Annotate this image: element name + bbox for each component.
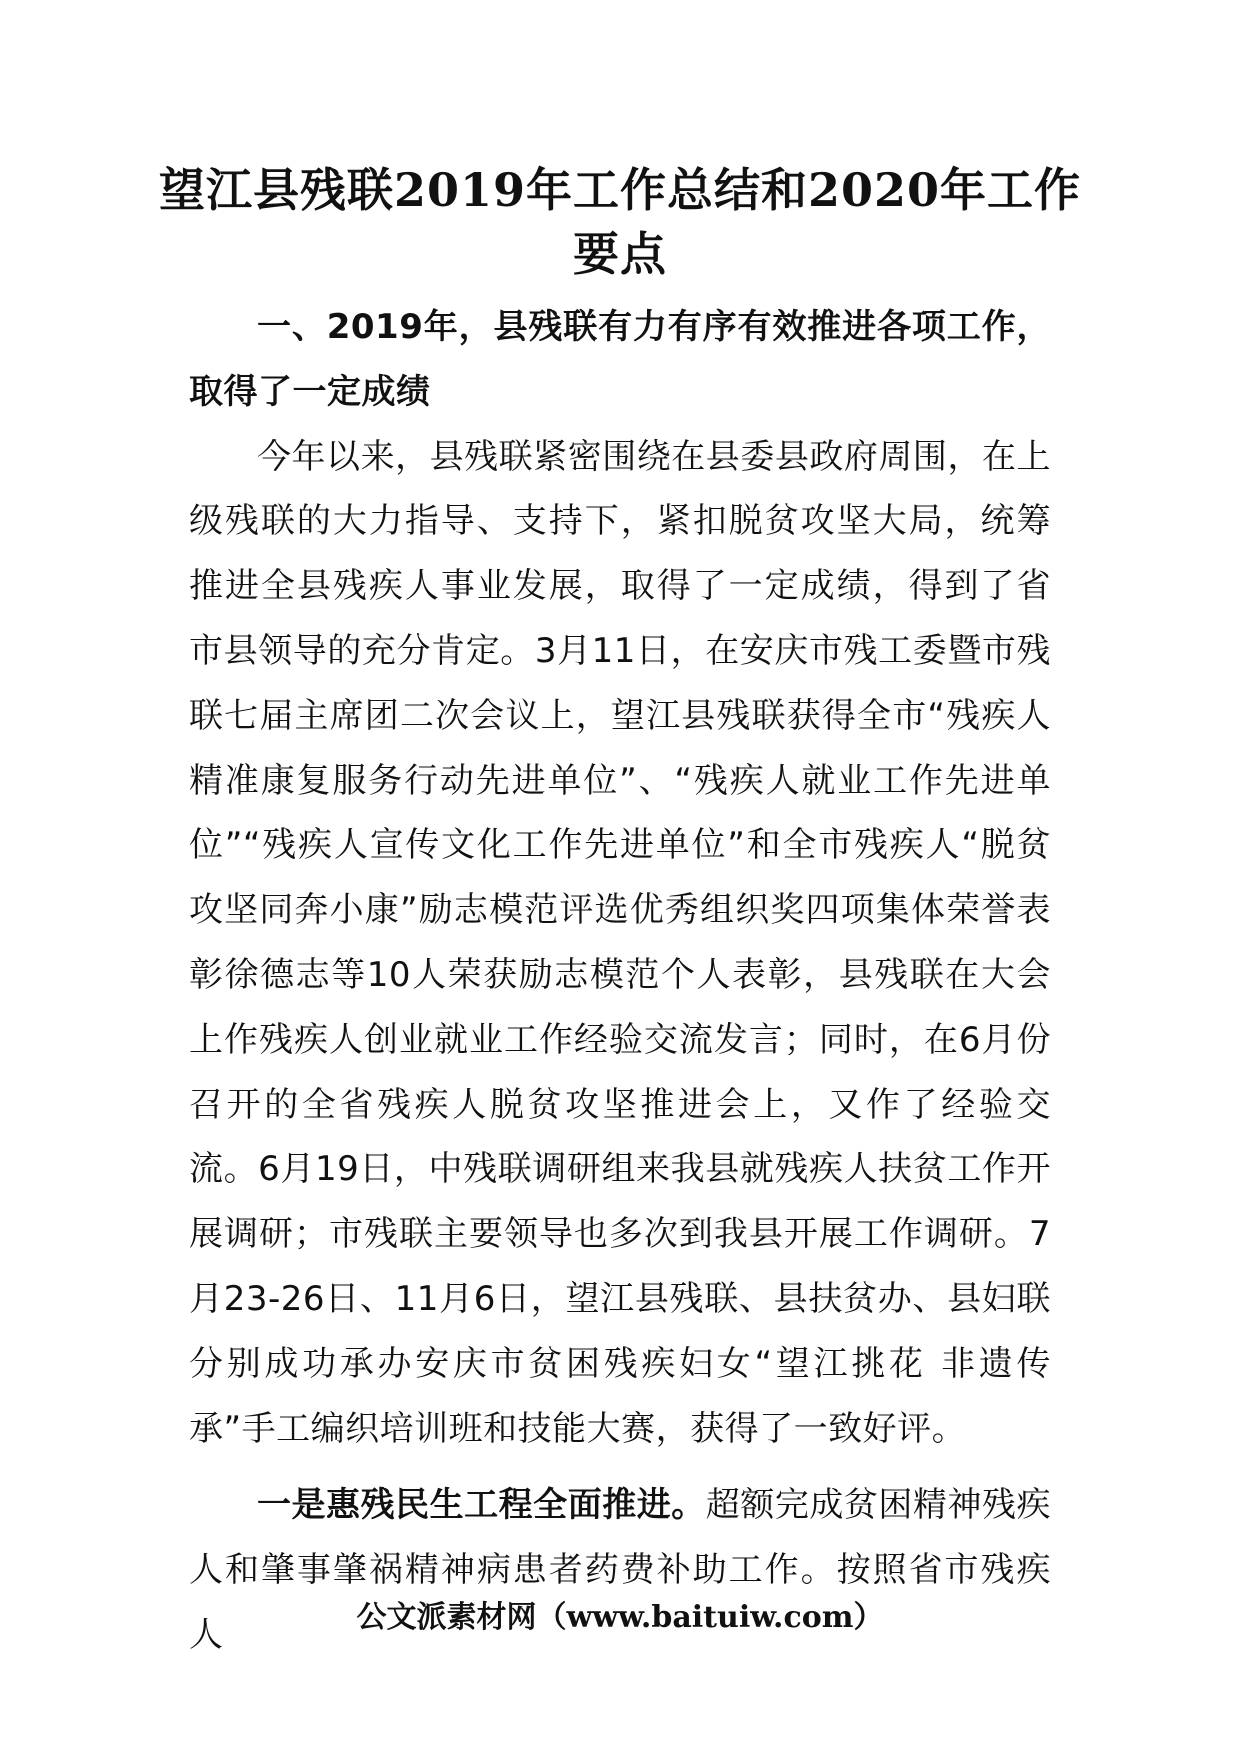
paragraph-continuation: 超额完成贫困精神残疾人和肇事肇祸精神病患者药费补助工作。按照省市残疾人 [189,1485,1052,1655]
document-title: 望江县残联2019年工作总结和2020年工作要点 [158,163,1082,281]
paragraph-livelihood [189,1473,1051,1667]
document-body [189,295,1051,1668]
footer-watermark: 公文派素材网（www.baituiw.com） [356,1600,884,1635]
section-heading: 一、2019年，县残联有力有序有效推进各项工作，取得了一定成绩 [189,307,1051,412]
paragraph-lead: 一是惠残民生工程全面推进。 [257,1485,706,1526]
paragraph-achievements: 今年以来，县残联紧密围绕在县委县政府周围，在上级残联的大力指导、支持下，紧扣脱贫攻坚大局，统筹推进全县残疾人事业发展，取得了一定成绩，得到了省市县领导的充分肯定。3月11日，在安庆市残工委暨市残联七届主席团二次会议上，望江县残联获得全市“残疾人精准康复服务行动先进单位”、“残疾人就业工作先进单位”“残疾人宣传文化工作先进单位”和全市残疾人“脱贫攻坚同奔小康”励志模范评选优秀组织奖四项集体荣誉表彰徐德志等10人荣获励志模范个人表彰，县残联在大会上作残疾人创业就业工作经验交流发言；同时，在6月份召开的全省残疾人脱贫攻坚推进会上，又作了经验交流。6月19日，中残联调研组来我县就残疾人扶贫工作开展调研；市残联主要领导也多次到我县开展工作调研。7月23-26日、11月6日，望江县残联、县扶贫办、县妇联分别成功承办安庆市贫困残疾妇女“望江挑花 非遗传承”手工编织培训班和技能大赛，获得了一致好评。 [189,436,1051,1449]
